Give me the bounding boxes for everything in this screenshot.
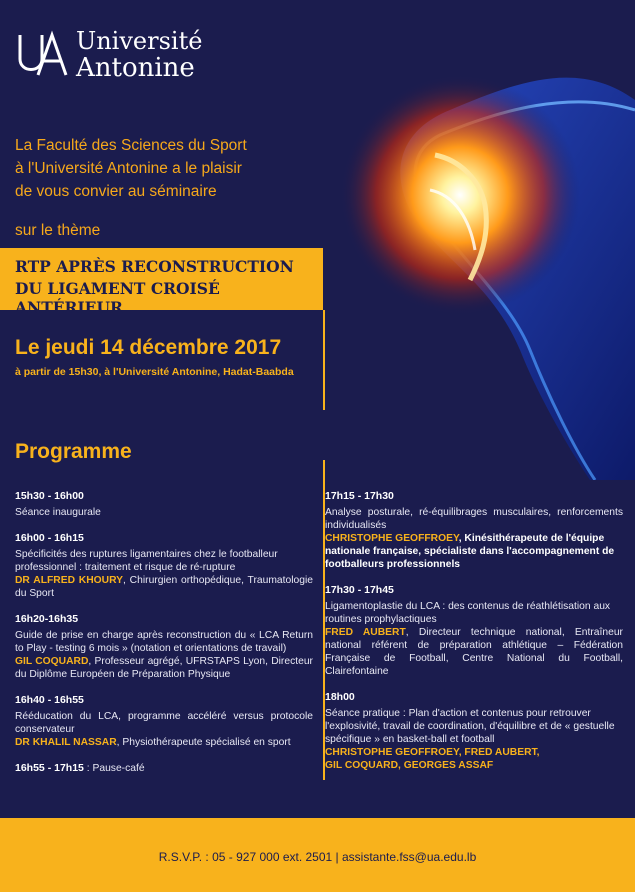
session-time: 18h00 [325, 691, 355, 703]
programme-item [15, 490, 313, 519]
university-logo [14, 28, 202, 82]
programme-item [15, 613, 313, 681]
programme-item [325, 490, 623, 571]
session-time: 15h30 - 16h00 [15, 490, 84, 502]
rsvp-footer [0, 818, 635, 892]
session-desc: Ligamentoplastie du LCA : des contenus de réathlétisation aux routines prophylactiques [325, 601, 611, 625]
programme-left-column [15, 490, 313, 788]
session-desc: Séance inaugurale [15, 507, 101, 518]
speaker-role: , Kinésithérapeute de l'équipe nationale française, spécialiste dans l'accompagnement de footballeurs professionnels [325, 533, 615, 570]
session-desc: Séance pratique : Plan d'action et contenus pour retrouver l'explosivité, travail de coordination, d'équilibre et de « gestuelle spécifique » en basket-ball et football [325, 708, 615, 745]
divider-line [323, 310, 325, 410]
programme-item [325, 691, 623, 772]
session-desc: Guide de prise en charge après reconstruction du « LCA Return to Play - testing 6 mois » (notation et orientations de travail) [15, 630, 313, 654]
intro-line: de vous convier au séminaire [15, 183, 217, 200]
programme-item [15, 762, 313, 775]
session-desc: : Pause-café [83, 763, 145, 774]
programme-right-column [325, 490, 623, 785]
programme-item [325, 584, 623, 678]
speaker-names: GIL COQUARD, GEORGES ASSAF [325, 760, 494, 771]
rsvp-contact: R.S.V.P. : 05 - 927 000 ext. 2501 | assistante.fss@ua.edu.lb [158, 850, 477, 864]
seminar-title-band [0, 248, 323, 317]
speaker-role: , Professeur agrégé, UFRSTAPS Lyon, Directeur du Diplôme Européen de Préparation Physique [15, 656, 313, 680]
ua-monogram-icon [14, 29, 70, 81]
speaker-name: DR KHALIL NASSAR [15, 737, 117, 748]
programme-item [15, 694, 313, 749]
session-desc: Analyse posturale, ré-équilibrages musculaires, renforcements individualisés [325, 507, 623, 531]
programme-item [15, 532, 313, 600]
theme-label: sur le thème [15, 222, 101, 239]
session-time: 16h20-16h35 [15, 613, 79, 625]
session-time: 17h15 - 17h30 [325, 490, 394, 502]
seminar-title-line-2: DU LIGAMENT CROISÉ ANTÉRIEUR [15, 279, 220, 317]
session-time: 17h30 - 17h45 [325, 584, 394, 596]
intro-line: à l'Université Antonine a le plaisir [15, 160, 242, 177]
intro-text [15, 134, 315, 203]
session-desc: Spécificités des ruptures ligamentaires chez le footballeur professionnel : traitement et risque de ré-rupture [15, 549, 278, 573]
knee-illustration [330, 20, 635, 480]
speaker-name: DR ALFRED KHOURY [15, 575, 124, 586]
intro-line: La Faculté des Sciences du Sport [15, 137, 247, 154]
session-time: 16h40 - 16h55 [15, 694, 84, 706]
seminar-title-line-1: RTP APRÈS RECONSTRUCTION [15, 257, 294, 276]
speaker-role: , Directeur technique national, Entraîneur national référent de préparation athlétique – Fédération Française de Football, Centre National du Football, Clairefontaine [325, 627, 623, 677]
brand-line-2: Antonine [76, 53, 195, 83]
speaker-role: , Physiothérapeute spécialisé en sport [116, 737, 291, 748]
session-time: 16h55 - 17h15 [15, 762, 84, 774]
speaker-name: FRED AUBERT [325, 627, 406, 638]
session-time: 16h00 - 16h15 [15, 532, 84, 544]
speaker-name: GIL COQUARD [15, 656, 89, 667]
speaker-names: CHRISTOPHE GEOFFROEY, FRED AUBERT, [325, 747, 540, 758]
speaker-role: , Chirurgien orthopédique, Traumatologie du Sport [15, 575, 313, 599]
speaker-name: CHRISTOPHE GEOFFROEY [325, 533, 459, 544]
session-desc: Rééducation du LCA, programme accéléré versus protocole conservateur [15, 711, 313, 735]
event-date: Le jeudi 14 décembre 2017 [15, 336, 282, 359]
event-location: à partir de 15h30, à l'Université Antonine, Hadat-Baabda [15, 366, 294, 378]
brand-line-1: Université [76, 27, 203, 55]
programme-title: Programme [15, 440, 132, 463]
